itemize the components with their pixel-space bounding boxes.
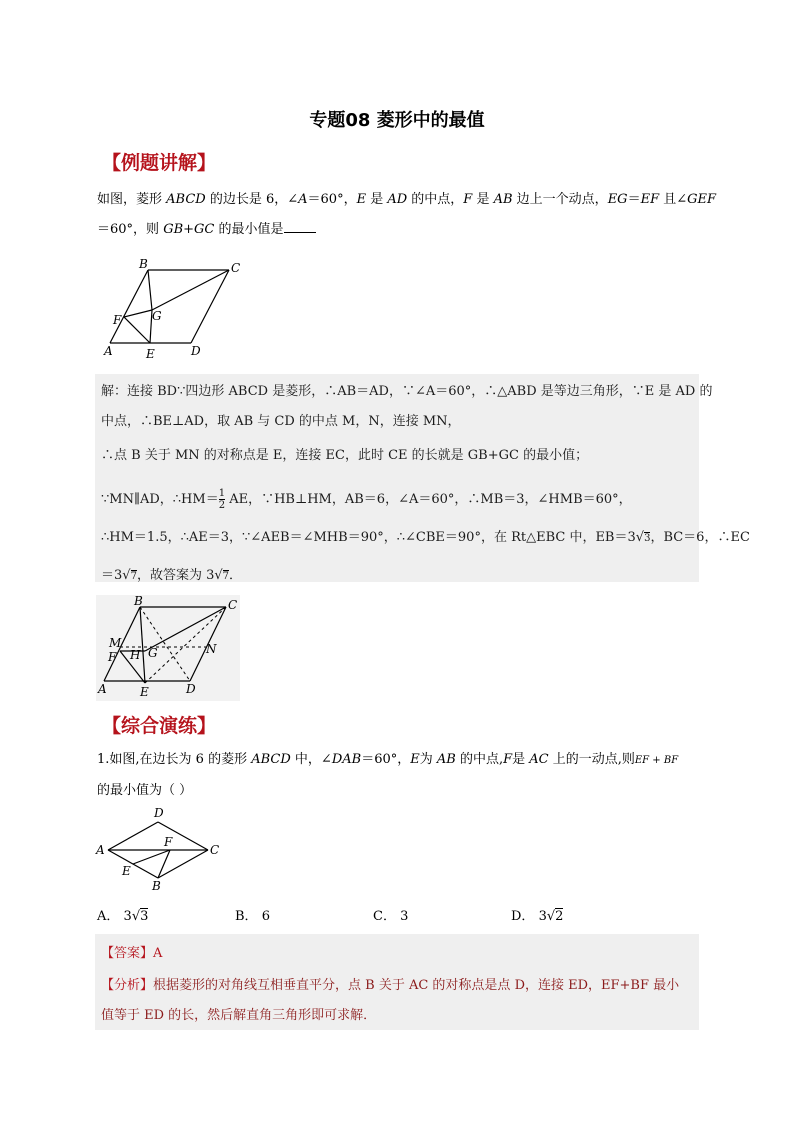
label-A: A: [98, 682, 107, 696]
answer-blank: [284, 220, 316, 233]
choice-a[interactable]: A． 3√3: [97, 909, 149, 924]
solution-line2: 中点，∴BE⊥AD，取 AB 与 CD 的中点 M，N，连接 MN，: [101, 414, 461, 429]
label-B: B: [139, 257, 148, 271]
problem1-rhombus-figure: [92, 804, 222, 896]
label-D: D: [154, 806, 164, 820]
answer-line: 【答案】A: [101, 946, 163, 961]
label-D: D: [191, 344, 201, 358]
problem1-line2: 的最小值为（ ）: [97, 783, 193, 798]
fraction-half: $\frac{1}{2}$: [218, 488, 226, 511]
label-E: E: [140, 685, 149, 699]
label-C: C: [231, 261, 241, 275]
choice-c[interactable]: C． 3: [373, 909, 409, 924]
choice-b[interactable]: B． 6: [235, 909, 270, 924]
analysis-line1: 【分析】根据菱形的对角线互相垂直平分，点 B 关于 AC 的对称点是点 D，连接 ED，EF+BF 最小: [101, 978, 680, 993]
section-example-heading: 【例题讲解】: [102, 152, 217, 174]
label-B: B: [152, 879, 161, 893]
solution-box: [95, 374, 750, 583]
label-F: F: [164, 835, 173, 849]
answer-box: [95, 934, 699, 1030]
section-practice-heading: 【综合演练】: [102, 715, 217, 737]
label-G: G: [152, 309, 162, 323]
label-A: A: [96, 843, 105, 857]
label-M: M: [109, 636, 122, 650]
example-problem-line1: 如图，菱形 ABCD 的边长是 6，∠A＝60°，E 是 AD 的中点，F 是 AB 边上一个动点，EG＝EF 且∠GEF: [97, 192, 717, 207]
solution-line5: ∴HM＝1.5，∴AE＝3，∵∠AEB＝∠MHB＝90°，∴∠CBE＝90°，在 Rt△EBC 中，EB＝3√3，BC＝6，∴EC: [101, 530, 750, 545]
example-problem-line2: ＝60°，则 GB+GC 的最小值是: [97, 214, 697, 246]
label-F: F: [113, 313, 122, 327]
solution-line6: ＝3√7，故答案为 3√7．: [101, 568, 243, 583]
label-C: C: [228, 598, 238, 612]
problem1-line1: 1.如图,在边长为 6 的菱形 ABCD 中，∠DAB＝60°，E为 AB 的中点,F是 AC 上的一动点,则EF + BF: [97, 752, 679, 767]
label-H: H: [130, 648, 141, 662]
label-E: E: [122, 864, 131, 878]
label-B: B: [134, 595, 143, 608]
label-N: N: [206, 642, 217, 656]
label-E: E: [146, 347, 155, 361]
analysis-line2: 值等于 ED 的长，然后解直角三角形即可求解．: [101, 1008, 377, 1023]
label-C: C: [210, 843, 220, 857]
page-title: 专题08 菱形中的最值: [309, 110, 485, 131]
solution-line4: ∵MN∥AD，∴HM＝ $\frac{1}{2}$ AE，∵HB⊥HM，AB＝6，∠A＝60°，∴MB＝3，∠HMB＝60°，: [101, 488, 632, 511]
solution-rhombus-figure: [96, 595, 240, 701]
label-G: G: [148, 646, 158, 660]
solution-line1: 解：连接 BD∵四边形 ABCD 是菱形，∴AB＝AD，∵∠A＝60°，∴△ABD 是等边三角形，∵E 是 AD 的: [101, 384, 713, 399]
label-D: D: [186, 682, 196, 696]
choice-d[interactable]: D． 3√2: [511, 909, 564, 924]
example-rhombus-figure: [96, 254, 256, 364]
label-F: F: [108, 650, 117, 664]
solution-line3: ∴点 B 关于 MN 的对称点是 E，连接 EC，此时 CE 的长就是 GB+GC 的最小值；: [101, 448, 589, 463]
label-A: A: [104, 344, 113, 358]
